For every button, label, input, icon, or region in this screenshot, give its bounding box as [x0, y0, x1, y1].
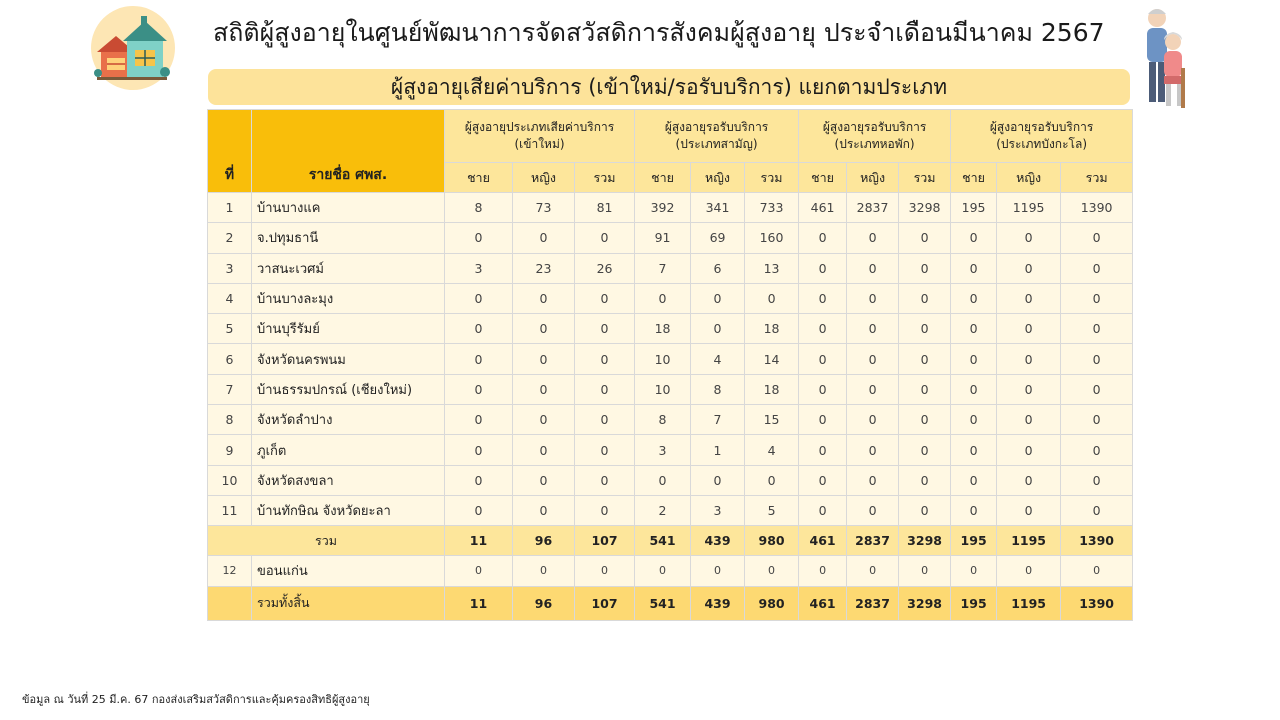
value-cell: 0 — [899, 253, 951, 283]
value-cell: 0 — [1061, 283, 1133, 313]
value-cell: 0 — [997, 223, 1061, 253]
value-cell: 0 — [513, 374, 575, 404]
value-cell: 195 — [951, 193, 997, 223]
center-name: จ.ปทุมธานี — [252, 223, 445, 253]
value-cell: 1390 — [1061, 193, 1133, 223]
value-cell: 0 — [997, 435, 1061, 465]
value-cell: 733 — [745, 193, 799, 223]
value-cell: 0 — [575, 223, 635, 253]
value-cell: 0 — [997, 465, 1061, 495]
value-cell: 8 — [635, 405, 691, 435]
value-cell: 3298 — [899, 526, 951, 556]
value-cell: 0 — [445, 405, 513, 435]
row-number: 7 — [208, 374, 252, 404]
value-cell: 0 — [445, 344, 513, 374]
value-cell: 1390 — [1061, 526, 1133, 556]
value-cell: 0 — [445, 223, 513, 253]
value-cell: 0 — [899, 283, 951, 313]
value-cell: 4 — [745, 435, 799, 465]
value-cell: 14 — [745, 344, 799, 374]
value-cell: 0 — [899, 344, 951, 374]
value-cell: 7 — [635, 253, 691, 283]
center-name: บ้านบุรีรัมย์ — [252, 314, 445, 344]
center-name: บ้านบางละมุง — [252, 283, 445, 313]
header-male: ชาย — [445, 163, 513, 193]
value-cell: 1390 — [1061, 586, 1133, 620]
value-cell: 0 — [575, 314, 635, 344]
table-row — [208, 193, 1133, 223]
row-number: 9 — [208, 435, 252, 465]
value-cell: 160 — [745, 223, 799, 253]
value-cell: 0 — [445, 374, 513, 404]
value-cell: 541 — [635, 526, 691, 556]
value-cell: 73 — [513, 193, 575, 223]
center-name: บ้านทักษิณ จังหวัดยะลา — [252, 495, 445, 525]
value-cell: 0 — [1061, 405, 1133, 435]
grand-total-blank — [208, 586, 252, 620]
row-number: 4 — [208, 283, 252, 313]
header-name: รายชื่อ ศพส. — [252, 110, 445, 193]
value-cell: 1195 — [997, 193, 1061, 223]
value-cell: 0 — [951, 495, 997, 525]
value-cell: 0 — [899, 223, 951, 253]
value-cell: 0 — [1061, 344, 1133, 374]
value-cell: 0 — [799, 405, 847, 435]
value-cell: 0 — [513, 465, 575, 495]
value-cell: 0 — [847, 405, 899, 435]
sum-label: รวม — [208, 526, 445, 556]
center-name: วาสนะเวศม์ — [252, 253, 445, 283]
header-male: ชาย — [635, 163, 691, 193]
value-cell: 0 — [575, 374, 635, 404]
header-male: ชาย — [799, 163, 847, 193]
value-cell: 3 — [445, 253, 513, 283]
value-cell: 0 — [799, 253, 847, 283]
value-cell: 0 — [1061, 253, 1133, 283]
value-cell: 0 — [691, 465, 745, 495]
value-cell: 18 — [745, 374, 799, 404]
value-cell: 0 — [745, 556, 799, 586]
value-cell: 0 — [1061, 465, 1133, 495]
value-cell: 0 — [799, 283, 847, 313]
table-row — [208, 435, 1133, 465]
value-cell: 392 — [635, 193, 691, 223]
value-cell: 0 — [951, 314, 997, 344]
value-cell: 0 — [847, 314, 899, 344]
value-cell: 0 — [575, 495, 635, 525]
value-cell: 0 — [951, 223, 997, 253]
value-cell: 0 — [951, 344, 997, 374]
value-cell: 8 — [691, 374, 745, 404]
table-body — [208, 193, 1133, 621]
header-no: ที่ — [208, 110, 252, 193]
value-cell: 0 — [513, 223, 575, 253]
value-cell: 2837 — [847, 586, 899, 620]
table-row — [208, 223, 1133, 253]
value-cell: 461 — [799, 526, 847, 556]
value-cell: 0 — [513, 556, 575, 586]
center-name: จังหวัดลำปาง — [252, 405, 445, 435]
value-cell: 0 — [951, 253, 997, 283]
value-cell: 0 — [997, 556, 1061, 586]
value-cell: 0 — [445, 495, 513, 525]
value-cell: 0 — [691, 556, 745, 586]
value-cell: 11 — [445, 526, 513, 556]
value-cell: 107 — [575, 526, 635, 556]
value-cell: 0 — [847, 283, 899, 313]
header-total: รวม — [575, 163, 635, 193]
value-cell: 15 — [745, 405, 799, 435]
sum-row — [208, 526, 1133, 556]
value-cell: 0 — [575, 435, 635, 465]
value-cell: 0 — [513, 405, 575, 435]
value-cell: 0 — [513, 435, 575, 465]
row-number: 11 — [208, 495, 252, 525]
value-cell: 13 — [745, 253, 799, 283]
center-name: บ้านธรรมปกรณ์ (เชียงใหม่) — [252, 374, 445, 404]
value-cell: 0 — [575, 405, 635, 435]
header-group-bungalow: ผู้สูงอายุรอรับบริการ (ประเภทบังกะโล) — [951, 110, 1133, 163]
table-row — [208, 253, 1133, 283]
row-number: 8 — [208, 405, 252, 435]
value-cell: 6 — [691, 253, 745, 283]
value-cell: 0 — [691, 314, 745, 344]
header-total: รวม — [899, 163, 951, 193]
source-note: ข้อมูล ณ วันที่ 25 มี.ค. 67 กองส่งเสริมสวัสดิการและคุ้มครองสิทธิผู้สูงอายุ — [22, 693, 370, 706]
value-cell: 0 — [635, 465, 691, 495]
value-cell: 0 — [745, 283, 799, 313]
value-cell: 0 — [513, 344, 575, 374]
header-total: รวม — [745, 163, 799, 193]
value-cell: 0 — [997, 374, 1061, 404]
value-cell: 91 — [635, 223, 691, 253]
value-cell: 107 — [575, 586, 635, 620]
grand-total-row — [208, 586, 1133, 620]
row-number: 1 — [208, 193, 252, 223]
value-cell: 0 — [997, 314, 1061, 344]
center-name: ขอนแก่น — [252, 556, 445, 586]
value-cell: 2 — [635, 495, 691, 525]
value-cell: 0 — [1061, 374, 1133, 404]
value-cell: 0 — [847, 223, 899, 253]
value-cell: 0 — [445, 314, 513, 344]
value-cell: 7 — [691, 405, 745, 435]
value-cell: 0 — [847, 374, 899, 404]
value-cell: 980 — [745, 526, 799, 556]
value-cell: 0 — [1061, 223, 1133, 253]
table-row — [208, 465, 1133, 495]
value-cell: 3298 — [899, 586, 951, 620]
value-cell: 461 — [799, 586, 847, 620]
header-female: หญิง — [691, 163, 745, 193]
value-cell: 0 — [997, 253, 1061, 283]
value-cell: 0 — [575, 556, 635, 586]
value-cell: 0 — [445, 435, 513, 465]
center-name: บ้านบางแค — [252, 193, 445, 223]
grand-total-label: รวมทั้งสิ้น — [252, 586, 445, 620]
value-cell: 3298 — [899, 193, 951, 223]
value-cell: 0 — [1061, 556, 1133, 586]
value-cell: 0 — [799, 495, 847, 525]
header-female: หญิง — [513, 163, 575, 193]
value-cell: 0 — [575, 465, 635, 495]
value-cell: 0 — [951, 465, 997, 495]
value-cell: 0 — [1061, 314, 1133, 344]
value-cell: 0 — [799, 556, 847, 586]
center-name: จังหวัดสงขลา — [252, 465, 445, 495]
value-cell: 0 — [847, 435, 899, 465]
value-cell: 0 — [847, 465, 899, 495]
value-cell: 4 — [691, 344, 745, 374]
value-cell: 0 — [997, 405, 1061, 435]
value-cell: 0 — [799, 223, 847, 253]
value-cell: 195 — [951, 526, 997, 556]
value-cell: 0 — [575, 344, 635, 374]
value-cell: 0 — [847, 556, 899, 586]
row-number: 5 — [208, 314, 252, 344]
value-cell: 8 — [445, 193, 513, 223]
center-name: ภูเก็ต — [252, 435, 445, 465]
value-cell: 96 — [513, 526, 575, 556]
value-cell: 0 — [799, 344, 847, 374]
value-cell: 0 — [951, 405, 997, 435]
table-row — [208, 344, 1133, 374]
value-cell: 2837 — [847, 193, 899, 223]
value-cell: 439 — [691, 586, 745, 620]
value-cell: 0 — [899, 556, 951, 586]
table-row — [208, 495, 1133, 525]
value-cell: 195 — [951, 586, 997, 620]
table-row — [208, 283, 1133, 313]
value-cell: 0 — [951, 556, 997, 586]
header-group-dormitory: ผู้สูงอายุรอรับบริการ (ประเภทหอพัก) — [799, 110, 951, 163]
value-cell: 10 — [635, 344, 691, 374]
value-cell: 0 — [951, 374, 997, 404]
row-number: 2 — [208, 223, 252, 253]
value-cell: 0 — [691, 283, 745, 313]
value-cell: 0 — [951, 283, 997, 313]
value-cell: 5 — [745, 495, 799, 525]
value-cell: 18 — [745, 314, 799, 344]
value-cell: 0 — [997, 283, 1061, 313]
value-cell: 0 — [899, 495, 951, 525]
value-cell: 2837 — [847, 526, 899, 556]
value-cell: 0 — [997, 344, 1061, 374]
value-cell: 0 — [799, 465, 847, 495]
value-cell: 11 — [445, 586, 513, 620]
value-cell: 1195 — [997, 586, 1061, 620]
value-cell: 26 — [575, 253, 635, 283]
value-cell: 0 — [513, 283, 575, 313]
value-cell: 3 — [635, 435, 691, 465]
elderly-couple-icon — [1133, 4, 1193, 114]
statistics-table — [207, 109, 1133, 621]
value-cell: 0 — [899, 465, 951, 495]
header-group-new: ผู้สูงอายุประเภทเสียค่าบริการ (เข้าใหม่) — [445, 110, 635, 163]
table-row — [208, 314, 1133, 344]
header-total: รวม — [1061, 163, 1133, 193]
table-row — [208, 374, 1133, 404]
header-male: ชาย — [951, 163, 997, 193]
value-cell: 0 — [1061, 495, 1133, 525]
value-cell: 0 — [997, 495, 1061, 525]
page-title: สถิติผู้สูงอายุในศูนย์พัฒนาการจัดสวัสดิการสังคมผู้สูงอายุ ประจำเดือนมีนาคม 2567 — [213, 18, 1105, 47]
value-cell: 0 — [899, 435, 951, 465]
value-cell: 0 — [847, 253, 899, 283]
value-cell: 0 — [799, 374, 847, 404]
header-group-general: ผู้สูงอายุรอรับบริการ (ประเภทสามัญ) — [635, 110, 799, 163]
row-number: 10 — [208, 465, 252, 495]
value-cell: 0 — [575, 283, 635, 313]
table-row — [208, 556, 1133, 586]
value-cell: 69 — [691, 223, 745, 253]
value-cell: 81 — [575, 193, 635, 223]
value-cell: 0 — [635, 556, 691, 586]
center-name: จังหวัดนครพนม — [252, 344, 445, 374]
value-cell: 0 — [513, 495, 575, 525]
value-cell: 18 — [635, 314, 691, 344]
row-number: 3 — [208, 253, 252, 283]
header-female: หญิง — [847, 163, 899, 193]
value-cell: 0 — [1061, 435, 1133, 465]
value-cell: 980 — [745, 586, 799, 620]
value-cell: 461 — [799, 193, 847, 223]
row-number: 6 — [208, 344, 252, 374]
house-logo-icon — [91, 6, 175, 90]
value-cell: 0 — [951, 435, 997, 465]
value-cell: 1195 — [997, 526, 1061, 556]
value-cell: 541 — [635, 586, 691, 620]
value-cell: 0 — [635, 283, 691, 313]
table-row — [208, 405, 1133, 435]
value-cell: 0 — [445, 556, 513, 586]
value-cell: 0 — [899, 374, 951, 404]
value-cell: 0 — [445, 283, 513, 313]
value-cell: 0 — [899, 314, 951, 344]
value-cell: 3 — [691, 495, 745, 525]
value-cell: 0 — [847, 344, 899, 374]
value-cell: 0 — [899, 405, 951, 435]
value-cell: 0 — [799, 435, 847, 465]
value-cell: 439 — [691, 526, 745, 556]
value-cell: 0 — [799, 314, 847, 344]
value-cell: 23 — [513, 253, 575, 283]
value-cell: 341 — [691, 193, 745, 223]
table-subtitle: ผู้สูงอายุเสียค่าบริการ (เข้าใหม่/รอรับบริการ) แยกตามประเภท — [208, 69, 1130, 105]
value-cell: 0 — [513, 314, 575, 344]
value-cell: 0 — [847, 495, 899, 525]
row-number: 12 — [208, 556, 252, 586]
value-cell: 0 — [445, 465, 513, 495]
value-cell: 0 — [745, 465, 799, 495]
header-female: หญิง — [997, 163, 1061, 193]
value-cell: 1 — [691, 435, 745, 465]
value-cell: 10 — [635, 374, 691, 404]
value-cell: 96 — [513, 586, 575, 620]
